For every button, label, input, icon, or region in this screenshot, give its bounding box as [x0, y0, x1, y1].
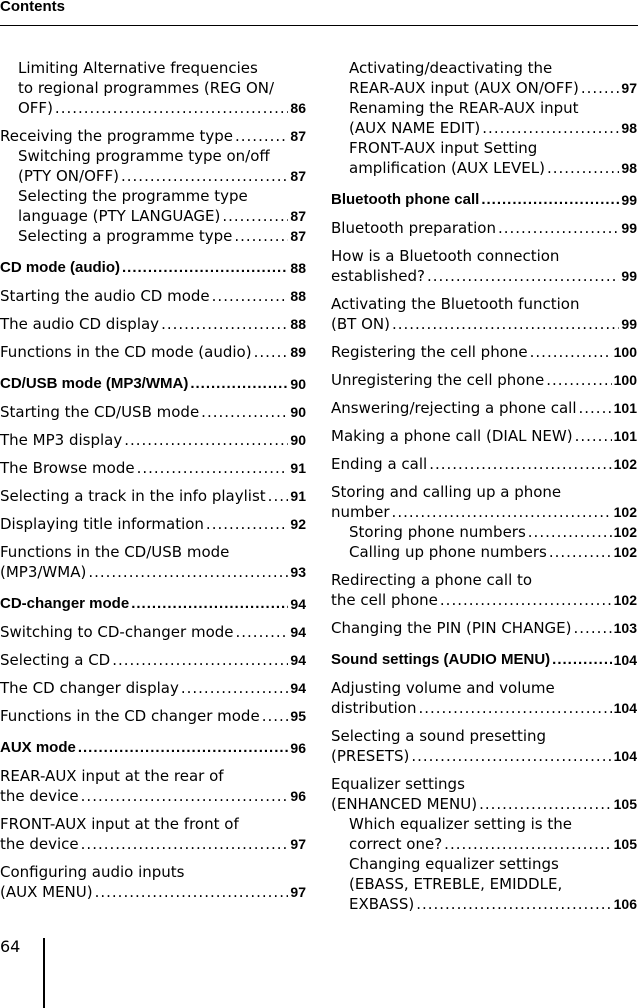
toc-entry-title-line: The audio CD display [0, 315, 160, 333]
toc-entry-title-line: Starting the audio CD mode [0, 287, 210, 305]
toc-page-number: 98 [621, 160, 637, 176]
toc-section[interactable] [0, 258, 306, 278]
toc-page-number: 102 [613, 504, 637, 520]
toc-entry-title-line: Switching to CD-changer mode [0, 623, 234, 641]
page-header [0, 0, 638, 26]
dot-leader [546, 370, 611, 390]
toc-entry-title-line: CD mode (audio) [0, 259, 120, 276]
toc-page-number: 92 [290, 516, 306, 532]
toc-page-number: 102 [613, 456, 637, 472]
toc-page-number: 105 [613, 836, 637, 852]
toc-entry-title-line: (MP3/WMA) [0, 563, 87, 581]
toc-entry-title-line: amplification (AUX LEVEL) [349, 159, 545, 177]
toc-entry-title-line: Redirecting a phone call to [331, 571, 533, 589]
toc-entry-title-line: Ending a call [331, 455, 428, 473]
dot-leader [547, 158, 619, 178]
dot-leader [190, 374, 288, 394]
toc-page-number: 91 [290, 488, 306, 504]
dot-leader [444, 834, 611, 854]
toc-page-number: 104 [613, 700, 637, 716]
toc-page-number: 99 [621, 268, 637, 284]
toc-page-number: 91 [290, 460, 306, 476]
toc-entry[interactable] [0, 186, 306, 226]
toc-column-right [331, 58, 637, 914]
dot-leader [481, 190, 619, 210]
toc-page-number: 105 [613, 796, 637, 812]
toc-entry[interactable] [0, 430, 306, 450]
toc-entry-title-line: Sound settings (AUDIO MENU) [331, 651, 551, 668]
toc-page-number: 103 [613, 620, 637, 636]
dot-leader [121, 166, 288, 186]
dot-leader [201, 402, 288, 422]
dot-leader [440, 590, 612, 610]
toc-entry[interactable] [0, 58, 306, 118]
toc-page-number: 99 [621, 192, 637, 208]
toc-entry-title-line: REAR-AUX input at the rear of [0, 767, 224, 785]
dot-leader [95, 882, 289, 902]
toc-section[interactable] [0, 374, 306, 394]
toc-entry-title-line: REAR-AUX input (AUX ON/OFF) [349, 79, 579, 97]
toc-entry[interactable] [331, 218, 637, 238]
dot-leader [122, 258, 288, 278]
toc-entry[interactable] [0, 402, 306, 422]
dot-leader [427, 266, 619, 286]
toc-entry[interactable] [0, 146, 306, 186]
toc-entry[interactable] [331, 570, 637, 610]
dot-leader [236, 622, 289, 642]
toc-entry-title-line: Renaming the REAR-AUX input [349, 99, 579, 117]
toc-entry[interactable] [0, 622, 306, 642]
toc-entry-title-line: Storing phone numbers [349, 523, 526, 541]
toc-entry-title-line: Adjusting volume and volume [331, 679, 555, 697]
toc-page-number: 106 [613, 896, 637, 912]
toc-page-number: 87 [290, 168, 306, 184]
dot-leader [254, 342, 289, 362]
toc-entry[interactable] [0, 126, 306, 146]
toc-page-number: 102 [613, 544, 637, 560]
toc-entry[interactable] [331, 426, 637, 446]
toc-entry[interactable] [331, 454, 637, 474]
toc-entry[interactable] [0, 814, 306, 854]
toc-page-number: 87 [290, 228, 306, 244]
toc-entry-title-line: Configuring audio inputs [0, 863, 185, 881]
toc-page-number: 100 [613, 344, 637, 360]
toc-section[interactable] [331, 190, 637, 210]
dot-leader [418, 698, 611, 718]
toc-entry-title-line: distribution [331, 699, 417, 717]
dot-leader [574, 618, 612, 638]
toc-entry-title-line: Selecting the programme type [18, 187, 248, 205]
toc-entry-title-line: Functions in the CD changer mode [0, 707, 260, 725]
dot-leader [181, 678, 289, 698]
toc-entry-title-line: (PRESETS) [331, 747, 410, 765]
toc-entry[interactable] [331, 370, 637, 390]
dot-leader [131, 594, 288, 614]
toc-entry[interactable] [0, 706, 306, 726]
toc-entry-title-line: Functions in the CD mode (audio) [0, 343, 252, 361]
toc-entry[interactable] [331, 398, 637, 418]
toc-page-number: 99 [621, 220, 637, 236]
dot-leader [234, 226, 288, 246]
toc-entry-title-line: Selecting a sound presetting [331, 727, 547, 745]
toc-entry-title-line: Which equalizer setting is the [349, 815, 572, 833]
toc-entry[interactable] [0, 286, 306, 306]
toc-entry-title-line: (AUX NAME EDIT) [349, 119, 481, 137]
toc-entry[interactable] [0, 458, 306, 478]
toc-section[interactable] [331, 650, 637, 670]
toc-page-number: 88 [290, 288, 306, 304]
dot-leader [222, 206, 288, 226]
dot-leader [161, 314, 288, 334]
toc-entry-title-line: (EBASS, ETREBLE, EMIDDLE, [349, 875, 563, 893]
dot-leader [81, 834, 289, 854]
toc-page-number: 94 [290, 596, 306, 612]
toc-page-number: 101 [613, 400, 637, 416]
toc-entry-title-line: Answering/rejecting a phone call [331, 399, 577, 417]
toc-entry-title-line: CD-changer mode [0, 595, 130, 612]
toc-entry[interactable] [0, 342, 306, 362]
dot-leader [235, 126, 288, 146]
dot-leader [479, 794, 612, 814]
toc-entry[interactable] [331, 542, 637, 562]
toc-page-number: 104 [613, 748, 637, 764]
toc-page-number: 96 [290, 788, 306, 804]
toc-entry-title-line: language (PTY LANGUAGE) [18, 207, 221, 225]
toc-entry-title-line: Changing the PIN (PIN CHANGE) [331, 619, 572, 637]
toc-entry[interactable] [0, 678, 306, 698]
toc-entry[interactable] [331, 854, 637, 914]
toc-entry[interactable] [331, 246, 637, 286]
dot-leader [429, 454, 611, 474]
toc-entry-title-line: AUX mode [0, 739, 76, 756]
toc-entry-title-line: The CD changer display [0, 679, 179, 697]
toc-entry-title-line: Limiting Alternative frequencies [18, 59, 258, 77]
toc-entry-title-line: the device [0, 835, 79, 853]
toc-entry-title-line: Bluetooth phone call [331, 191, 480, 208]
dot-leader [212, 286, 289, 306]
dot-leader [549, 542, 612, 562]
toc-entry-title-line: Storing and calling up a phone [331, 483, 562, 501]
dot-leader [124, 430, 288, 450]
toc-entry-title-line: The Browse mode [0, 459, 135, 477]
footer-divider [43, 938, 45, 1008]
toc-page-number: 90 [290, 376, 306, 392]
toc-page-number: 86 [290, 100, 306, 116]
toc-page-number: 94 [290, 652, 306, 668]
toc-page-number: 100 [613, 372, 637, 388]
dot-leader [411, 746, 611, 766]
toc-page-number: 104 [613, 652, 637, 668]
toc-entry-title-line: Equalizer settings [331, 775, 465, 793]
toc-entry-title-line: FRONT-AUX input at the front of [0, 815, 239, 833]
dot-leader [206, 514, 289, 534]
toc-entry-title-line: correct one? [349, 835, 443, 853]
toc-entry[interactable] [331, 138, 637, 178]
dot-leader [530, 342, 612, 362]
toc-entry-title-line: Unregistering the cell phone [331, 371, 545, 389]
toc-page-number: 97 [290, 836, 306, 852]
toc-entry-title-line: Selecting a CD [0, 651, 111, 669]
toc-entry-title-line: Activating the Bluetooth function [331, 295, 580, 313]
dot-leader [579, 398, 612, 418]
toc-page-number: 94 [290, 624, 306, 640]
toc-entry-title-line: CD/USB mode (MP3/WMA) [0, 375, 189, 392]
toc-section[interactable] [0, 594, 306, 614]
toc-page-number: 94 [290, 680, 306, 696]
toc-page-number: 102 [613, 524, 637, 540]
toc-page-number: 88 [290, 260, 306, 276]
toc-entry[interactable] [0, 862, 306, 902]
toc-entry[interactable] [331, 522, 637, 542]
toc-entry-title-line: the cell phone [331, 591, 438, 609]
toc-entry-title-line: How is a Bluetooth connection [331, 247, 560, 265]
toc-entry-title-line: (BT ON) [331, 315, 390, 333]
toc-entry-title-line: to regional programmes (REG ON/ [18, 79, 275, 97]
toc-entry-title-line: Bluetooth preparation [331, 219, 496, 237]
toc-entry[interactable] [331, 482, 637, 522]
toc-page-number: 97 [290, 884, 306, 900]
toc-entry-title-line: Receiving the programme type [0, 127, 233, 145]
toc-entry[interactable] [331, 814, 637, 854]
toc-entry-title-line: FRONT-AUX input Setting [349, 139, 538, 157]
toc-page-number: 95 [290, 708, 306, 724]
toc-entry[interactable] [331, 774, 637, 814]
toc-entry[interactable] [331, 726, 637, 766]
dot-leader [137, 458, 289, 478]
toc-page-number: 99 [621, 316, 637, 332]
toc-column-left [0, 58, 306, 902]
toc-entry-title-line: Registering the cell phone [331, 343, 528, 361]
toc-entry-title-line: Selecting a programme type [18, 227, 233, 245]
toc-entry[interactable] [0, 766, 306, 806]
toc-entry-title-line: Selecting a track in the info playlist [0, 487, 266, 505]
toc-page-number: 102 [613, 592, 637, 608]
dot-leader [81, 786, 289, 806]
toc-entry[interactable] [331, 342, 637, 362]
dot-leader [392, 314, 619, 334]
toc-entry-title-line: Calling up phone numbers [349, 543, 547, 561]
toc-entry-title-line: the device [0, 787, 79, 805]
toc-entry-title-line: (ENHANCED MENU) [331, 795, 478, 813]
toc-page-number: 90 [290, 432, 306, 448]
toc-page-number: 89 [290, 344, 306, 360]
page-number: 64 [0, 937, 21, 956]
toc-entry[interactable] [0, 226, 306, 246]
toc-page-number: 88 [290, 316, 306, 332]
toc-entry[interactable] [331, 678, 637, 718]
toc-entry-title-line: Functions in the CD/USB mode [0, 543, 230, 561]
toc-entry-title-line: Changing equalizer settings [349, 855, 559, 873]
toc-page-number: 87 [290, 208, 306, 224]
dot-leader [262, 706, 289, 726]
toc-entry-title-line: established? [331, 267, 426, 285]
dot-leader [575, 426, 612, 446]
dot-leader [268, 486, 289, 506]
toc-entry[interactable] [331, 294, 637, 334]
toc-entry-title-line: (PTY ON/OFF) [18, 167, 119, 185]
toc-entry-title-line: EXBASS) [349, 895, 415, 913]
toc-page-number: 93 [290, 564, 306, 580]
toc-entry[interactable] [0, 650, 306, 670]
toc-page-number: 87 [290, 128, 306, 144]
dot-leader [78, 738, 289, 758]
toc-entry[interactable] [0, 514, 306, 534]
toc-entry-title-line: Starting the CD/USB mode [0, 403, 200, 421]
page-title: Contents [0, 0, 65, 15]
toc-section[interactable] [0, 738, 306, 758]
dot-leader [55, 98, 289, 118]
toc-page-number: 97 [621, 80, 637, 96]
dot-leader [88, 562, 288, 582]
toc-entry-title-line: Switching programme type on/off [18, 147, 270, 165]
toc-entry[interactable] [331, 98, 637, 138]
toc-entry-title-line: (AUX MENU) [0, 883, 93, 901]
toc-entry-title-line: Making a phone call (DIAL NEW) [331, 427, 573, 445]
toc-entry[interactable] [0, 314, 306, 334]
toc-entry[interactable] [331, 618, 637, 638]
toc-entry[interactable] [0, 486, 306, 506]
dot-leader [392, 502, 612, 522]
toc-entry-title-line: Activating/deactivating the [349, 59, 553, 77]
toc-entry-title-line: number [331, 503, 390, 521]
dot-leader [528, 522, 612, 542]
dot-leader [416, 894, 611, 914]
dot-leader [482, 118, 619, 138]
toc-entry-title-line: OFF) [18, 99, 53, 117]
toc-page-number: 101 [613, 428, 637, 444]
toc-entry[interactable] [0, 542, 306, 582]
toc-entry-title-line: The MP3 display [0, 431, 123, 449]
dot-leader [112, 650, 288, 670]
toc-page-number: 90 [290, 404, 306, 420]
dot-leader [552, 650, 611, 670]
toc-page-number: 96 [290, 740, 306, 756]
toc-entry[interactable] [331, 58, 637, 98]
dot-leader [498, 218, 619, 238]
toc-page-number: 98 [621, 120, 637, 136]
dot-leader [581, 78, 620, 98]
toc-entry-title-line: Displaying title information [0, 515, 204, 533]
